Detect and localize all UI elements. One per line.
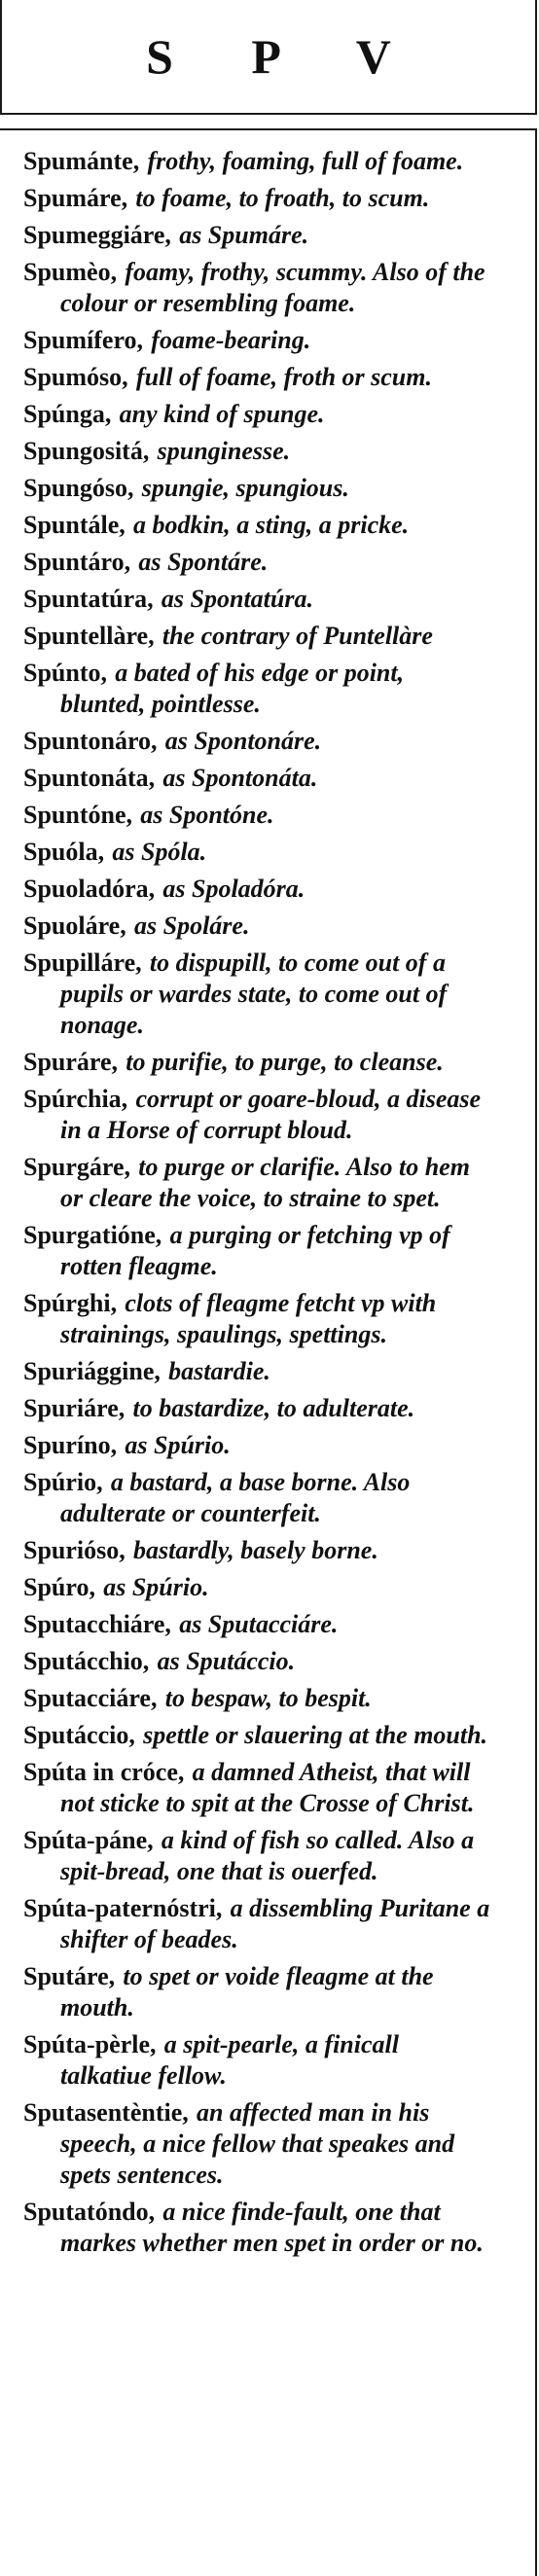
entry-definition: frothy, foaming, full of foame. <box>147 147 464 175</box>
entry-definition: a spit-pearle, a finicall talkatiue fellow. <box>60 2030 399 2090</box>
entry-definition: clots of fleagme fetcht vp with strainings, spaulings, spettings. <box>60 1289 437 1348</box>
entry-headword: Spupilláre, <box>23 948 142 977</box>
entry-definition: bastardie. <box>168 1357 270 1385</box>
entry-headword: Spuntále, <box>23 511 126 539</box>
entry-headword: Spurgáre, <box>23 1153 131 1181</box>
dictionary-entry <box>23 1683 490 1714</box>
entry-headword: Spuntatúra, <box>23 585 154 613</box>
entry-definition: as Spontatúra. <box>161 585 313 613</box>
entry-headword: Spúta in cróce, <box>23 1758 185 1786</box>
dictionary-entry <box>23 1893 490 1955</box>
dictionary-entry <box>23 1757 490 1819</box>
entry-headword: Spuriággine, <box>23 1357 161 1385</box>
entry-definition: as Sputacciáre. <box>179 1610 339 1638</box>
entry-headword: Spúrchia, <box>23 1085 128 1113</box>
entry-headword: Sputácchio, <box>23 1647 150 1675</box>
dictionary-entry <box>23 1356 490 1387</box>
dictionary-entry <box>23 1430 490 1461</box>
entry-headword: Spuntóne, <box>23 801 132 829</box>
entry-headword: Spuntellàre, <box>23 622 155 650</box>
entry-definition: the contrary of Puntellàre <box>162 622 433 650</box>
entry-headword: Spuóla, <box>23 838 105 866</box>
dictionary-entry <box>23 1467 490 1529</box>
entry-definition: an affected man in his speech, a nice fellow that speakes and spets sentences. <box>60 2098 455 2189</box>
entry-headword: Spumánte, <box>23 147 140 175</box>
entry-definition: as Sputáccio. <box>157 1647 296 1675</box>
dictionary-entry <box>23 510 490 541</box>
dictionary-entry <box>23 948 490 1041</box>
entry-headword: Spumífero, <box>23 326 144 354</box>
entry-headword: Spuriáre, <box>23 1394 126 1422</box>
dictionary-entry <box>23 658 490 720</box>
dictionary-entry <box>23 800 490 831</box>
entry-definition: as Spontáre. <box>138 548 269 576</box>
dictionary-entry <box>23 1152 490 1214</box>
dictionary-entry <box>23 183 490 214</box>
entry-headword: Spumèo, <box>23 258 118 286</box>
entry-headword: Spúta-paternóstri, <box>23 1894 223 1922</box>
dictionary-entry <box>23 1961 490 2023</box>
entry-definition: foamy, frothy, scummy. Also of the colour or resembling foame. <box>60 258 485 317</box>
page-title: S P V <box>146 29 424 84</box>
dictionary-entry <box>23 1393 490 1424</box>
dictionary-entry <box>23 1572 490 1603</box>
entry-definition: foame-bearing. <box>151 326 311 354</box>
dictionary-entry <box>23 726 490 757</box>
entry-headword: Spuntonáta, <box>23 764 156 792</box>
entry-definition: as Spontonáta. <box>162 764 318 792</box>
dictionary-entry <box>23 2029 490 2092</box>
entry-definition: corrupt or goare-bloud, a disease in a Horse of corrupt bloud. <box>60 1085 482 1144</box>
entry-definition: as Spoladóra. <box>162 875 305 903</box>
dictionary-entry <box>23 584 490 615</box>
dictionary-entry <box>23 1609 490 1640</box>
entry-definition: a nice finde-fault, one that markes whether men spet in order or no. <box>60 2198 484 2257</box>
dictionary-entry <box>23 473 490 504</box>
dictionary-entry <box>23 763 490 794</box>
dictionary-entry <box>23 2197 490 2259</box>
entry-definition: as Spontóne. <box>140 801 274 829</box>
entry-definition: as Spóla. <box>112 838 207 866</box>
entry-headword: Spúta-pèrle, <box>23 2030 157 2058</box>
dictionary-entry <box>23 399 490 430</box>
entry-headword: Spurióso, <box>23 1536 126 1564</box>
entry-definition: to bespaw, to bespit. <box>164 1684 372 1712</box>
entry-definition: a dissembling Puritane a shifter of beades. <box>60 1894 490 1953</box>
entry-definition: as Spoláre. <box>133 912 250 940</box>
entry-definition: to bastardize, to adulterate. <box>132 1394 415 1422</box>
entry-headword: Spúrghi, <box>23 1289 118 1317</box>
entry-definition: spunginesse. <box>157 437 291 465</box>
dictionary-entry <box>23 325 490 356</box>
dictionary-entry <box>23 220 490 251</box>
entry-definition: spungie, spungious. <box>141 474 349 502</box>
entry-headword: Sputacciáre, <box>23 1684 158 1712</box>
dictionary-entries <box>0 146 529 2265</box>
entry-headword: Spúta-páne, <box>23 1826 154 1854</box>
dictionary-entry <box>23 837 490 868</box>
entry-headword: Spuntonáro, <box>23 727 158 755</box>
entry-headword: Spurgatióne, <box>23 1221 162 1249</box>
entry-definition: a bated of his edge or point, blunted, pointlesse. <box>60 659 405 718</box>
entry-headword: Spúro, <box>23 1573 95 1601</box>
dictionary-entry <box>23 1825 490 1887</box>
entry-definition: to spet or voide fleagme at the mouth. <box>60 1962 434 2021</box>
entry-headword: Sputacchiáre, <box>23 1610 171 1638</box>
entry-headword: Sputasentèntie, <box>23 2098 189 2127</box>
entry-headword: Sputatóndo, <box>23 2198 156 2226</box>
dictionary-entry <box>23 436 490 467</box>
entry-definition: a bodkin, a sting, a pricke. <box>133 511 410 539</box>
entry-headword: Spungositá, <box>23 437 150 465</box>
entry-headword: Sputáre, <box>23 1962 116 1990</box>
entry-definition: to purge or clarifie. Also to hem or cleare the voice, to straine to spet. <box>60 1153 470 1212</box>
entry-definition: bastardly, basely borne. <box>133 1536 378 1564</box>
entry-definition: a kind of fish so called. Also a spit-bread, one that is ouerfed. <box>60 1826 475 1885</box>
dictionary-entry <box>23 1646 490 1677</box>
dictionary-entry <box>23 257 490 319</box>
dictionary-entry <box>23 621 490 652</box>
entry-definition: as Spúrio. <box>125 1431 231 1459</box>
entry-definition: a bastard, a base borne. Also adulterate or counterfeit. <box>60 1468 411 1527</box>
entry-definition: full of foame, froth or scum. <box>135 363 432 391</box>
dictionary-entry <box>23 2097 490 2191</box>
dictionary-entry <box>23 146 490 177</box>
entry-headword: Spungóso, <box>23 474 134 502</box>
entry-definition: to foame, to froath, to scum. <box>135 184 430 212</box>
entry-headword: Spuríno, <box>23 1431 118 1459</box>
entry-headword: Spuoláre, <box>23 912 126 940</box>
dictionary-entry <box>23 1535 490 1566</box>
dictionary-entry <box>23 1047 490 1078</box>
entry-headword: Sputáccio, <box>23 1721 135 1749</box>
entry-definition: spettle or slauering at the mouth. <box>143 1721 488 1749</box>
dictionary-entry <box>23 911 490 942</box>
page-header <box>0 0 537 115</box>
dictionary-entry <box>23 547 490 578</box>
entry-headword: Spuráre, <box>23 1048 119 1076</box>
entry-definition: a purging or fetching vp of rotten fleagme. <box>60 1221 450 1280</box>
entry-definition: to purifie, to purge, to cleanse. <box>126 1048 444 1076</box>
entry-definition: to dispupill, to come out of a pupils or wardes state, to come out of nonage. <box>60 948 448 1039</box>
entry-headword: Spúnga, <box>23 400 112 428</box>
entry-headword: Spúrio, <box>23 1468 103 1496</box>
dictionary-entry <box>23 1220 490 1282</box>
entry-definition: as Spúrio. <box>103 1573 209 1601</box>
entry-definition: as Spumáre. <box>179 221 309 249</box>
entry-headword: Spúnto, <box>23 659 107 687</box>
entry-headword: Spumóso, <box>23 363 128 391</box>
dictionary-entry <box>23 362 490 393</box>
entry-headword: Spumáre, <box>23 184 128 212</box>
entry-headword: Spumeggiáre, <box>23 221 171 249</box>
dictionary-entry <box>23 874 490 905</box>
entry-definition: any kind of spunge. <box>119 400 325 428</box>
entry-headword: Spuoladóra, <box>23 875 156 903</box>
entry-headword: Spuntáro, <box>23 548 131 576</box>
entry-definition: as Spontonáre. <box>164 727 322 755</box>
entry-definition: a damned Atheist, that will not sticke to spit at the Crosse of Christ. <box>60 1758 475 1817</box>
dictionary-entry <box>23 1084 490 1146</box>
dictionary-entry <box>23 1720 490 1751</box>
dictionary-entry <box>23 1288 490 1350</box>
